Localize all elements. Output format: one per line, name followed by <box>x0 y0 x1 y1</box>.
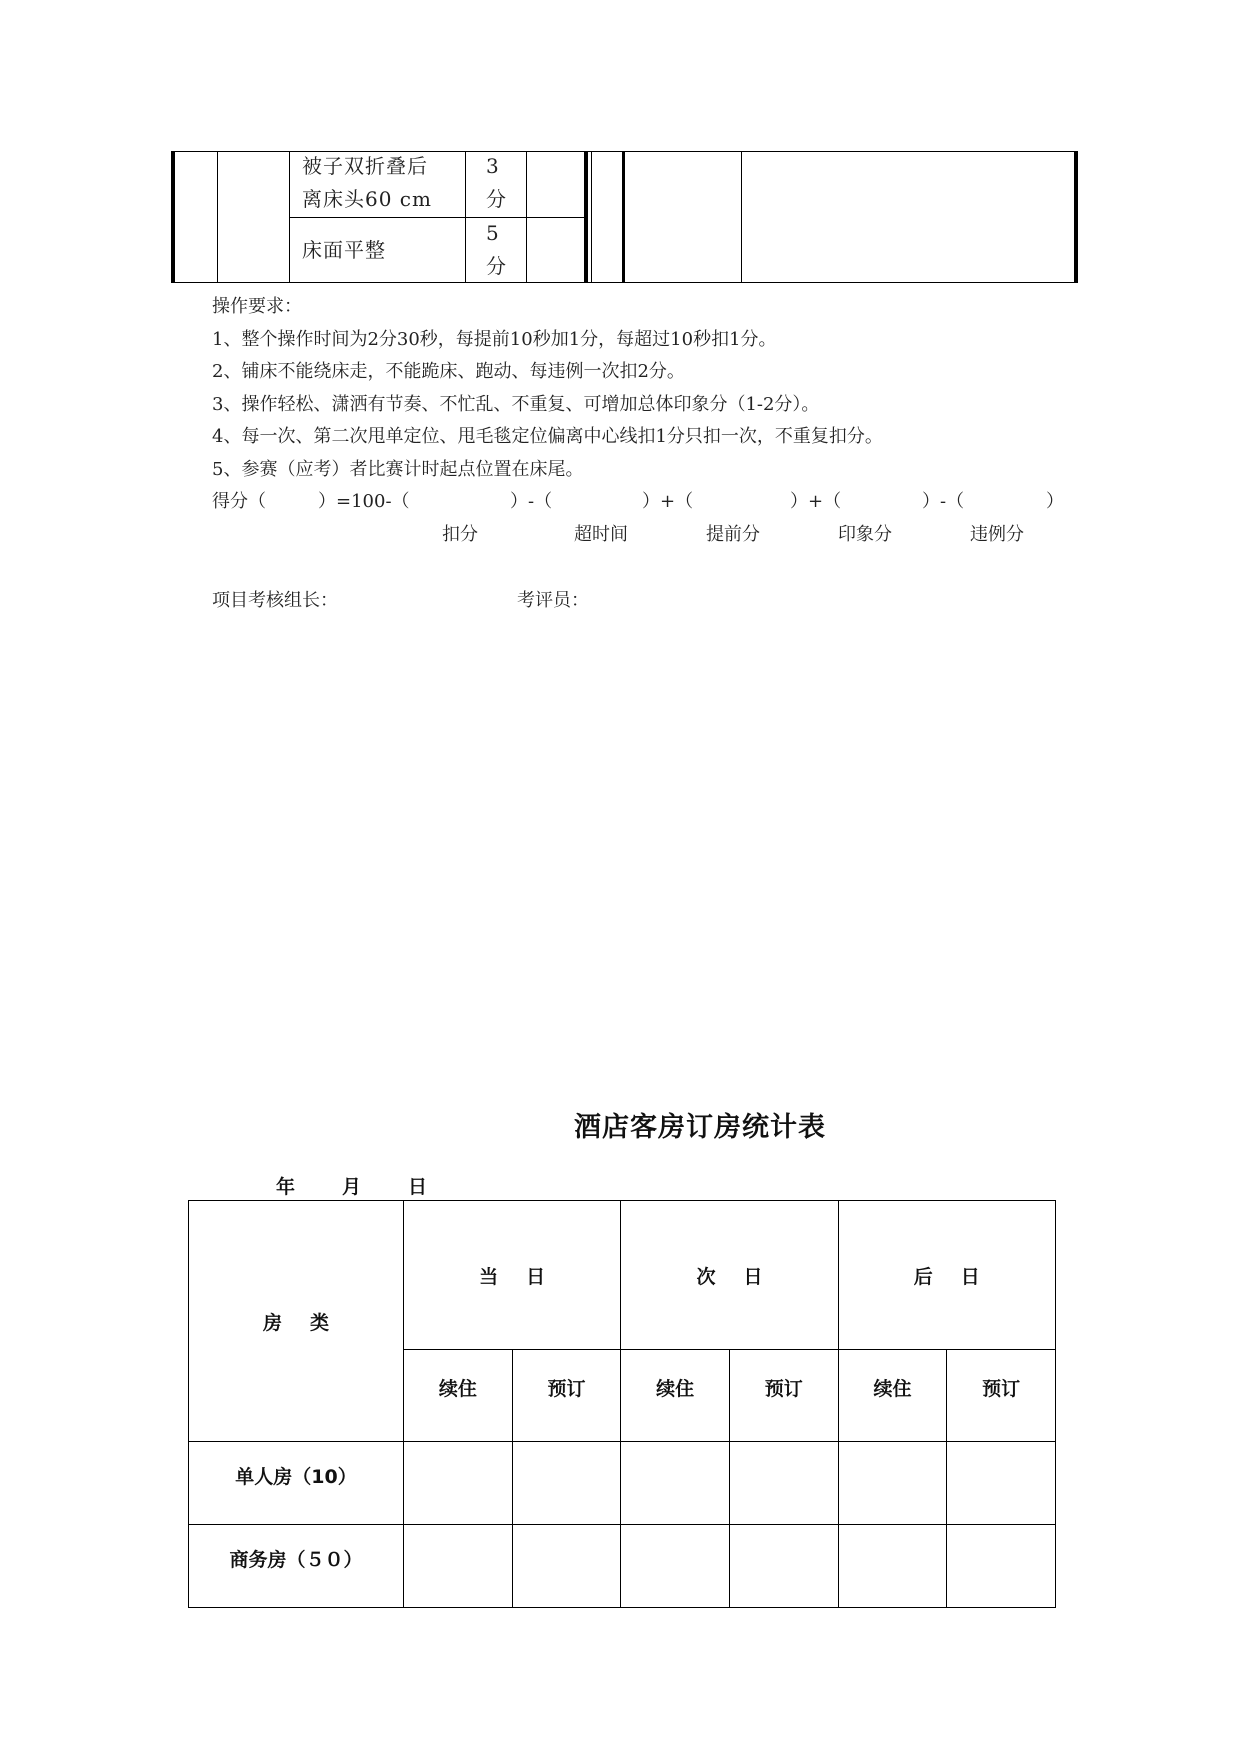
requirement-item: 2、铺床不能绕床走，不能跪床、跑动、每违例一次扣2分。 <box>212 361 685 382</box>
table-row <box>189 1442 1056 1525</box>
formula-label: 违例分 <box>970 524 1024 545</box>
formula-part: 得分（ <box>212 491 266 512</box>
table-border-right <box>1074 151 1078 283</box>
formula-part: ）-（ <box>922 491 965 512</box>
sub-header-extend: 续住 <box>404 1350 513 1442</box>
formula-part: ）=100-（ <box>318 491 410 512</box>
entry-cell[interactable] <box>947 1442 1056 1525</box>
date-year: 年 <box>276 1176 296 1198</box>
day-header-today: 当日 <box>404 1201 621 1350</box>
formula-label: 印象分 <box>838 524 892 545</box>
row-label-single: 单人房（10） <box>189 1442 404 1525</box>
entry-cell[interactable] <box>838 1442 947 1525</box>
requirement-item: 4、每一次、第二次甩单定位、甩毛毯定位偏离中心线扣1分只扣一次，不重复扣分。 <box>212 426 883 447</box>
formula-part: ）+（ <box>642 491 694 512</box>
table-divider <box>591 151 592 283</box>
score-item-text: 床面平整 <box>302 238 386 262</box>
day-header-tomorrow: 次日 <box>621 1201 838 1350</box>
table-divider <box>741 151 742 283</box>
entry-cell[interactable] <box>621 1525 730 1608</box>
table-divider <box>584 151 588 283</box>
formula-label: 超时间 <box>574 524 628 545</box>
day-header-day-after: 后日 <box>838 1201 1055 1350</box>
table-row <box>189 1525 1056 1608</box>
score-item-text: 被子双折叠后 离床头60 cm <box>302 154 432 211</box>
signature-reviewer: 考评员： <box>517 590 589 611</box>
formula-part: ）+（ <box>790 491 842 512</box>
entry-cell[interactable] <box>729 1525 838 1608</box>
table-divider <box>622 151 625 283</box>
sub-header-extend: 续住 <box>838 1350 947 1442</box>
row-label-business: 商务房（５０） <box>189 1525 404 1608</box>
score-points: 3 分 <box>486 154 507 211</box>
date-day: 日 <box>408 1176 428 1198</box>
table-row-divider <box>289 217 584 218</box>
requirements-heading: 操作要求： <box>212 296 302 317</box>
entry-cell[interactable] <box>512 1442 621 1525</box>
header-row-days <box>189 1201 1056 1350</box>
sub-header-book: 预订 <box>729 1350 838 1442</box>
formula-part: ）-（ <box>510 491 553 512</box>
requirement-item: 3、操作轻松、潇洒有节奏、不忙乱、不重复、可增加总体印象分（1-2分）。 <box>212 394 820 415</box>
booking-stats-table <box>188 1200 1056 1608</box>
score-points: 5 分 <box>486 221 507 278</box>
formula-part: ） <box>1046 491 1064 512</box>
entry-cell[interactable] <box>512 1525 621 1608</box>
table-divider <box>217 151 218 283</box>
sub-header-book: 预订 <box>512 1350 621 1442</box>
table-bottom-border <box>171 282 1078 283</box>
formula-label: 扣分 <box>442 524 478 545</box>
entry-cell[interactable] <box>621 1442 730 1525</box>
signature-leader: 项目考核组长： <box>212 590 338 611</box>
entry-cell[interactable] <box>838 1525 947 1608</box>
entry-cell[interactable] <box>404 1525 513 1608</box>
requirement-item: 1、整个操作时间为2分30秒，每提前10秒加1分，每超过10秒扣1分。 <box>212 329 777 350</box>
entry-cell[interactable] <box>947 1525 1056 1608</box>
date-month: 月 <box>342 1176 362 1198</box>
entry-cell[interactable] <box>404 1442 513 1525</box>
sub-header-extend: 续住 <box>621 1350 730 1442</box>
requirement-item: 5、参赛（应考）者比赛计时起点位置在床尾。 <box>212 459 584 480</box>
entry-cell[interactable] <box>729 1442 838 1525</box>
sub-header-book: 预订 <box>947 1350 1056 1442</box>
room-type-header: 房类 <box>189 1201 404 1442</box>
formula-label: 提前分 <box>706 524 760 545</box>
table-border-left <box>171 151 175 283</box>
page-title: 酒店客房订房统计表 <box>574 1112 826 1143</box>
